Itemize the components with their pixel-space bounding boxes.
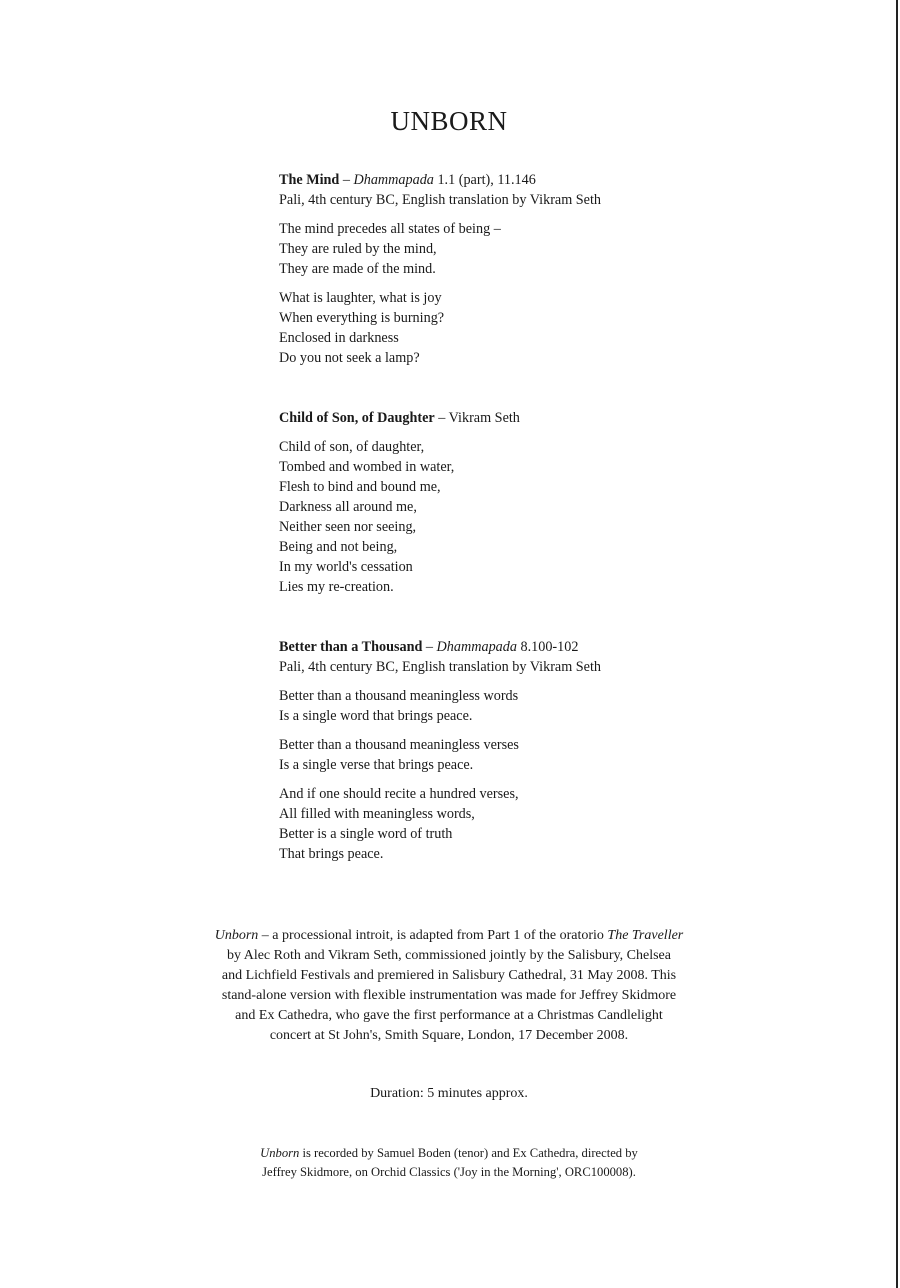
poem-title: Child of Son, of Daughter [279, 410, 435, 426]
poem-child-of-son [279, 408, 719, 597]
stanza [279, 686, 719, 726]
note-line: and Lichfield Festivals and premiered in Salisbury Cathedral, 31 May 2008. This [221, 968, 677, 983]
verse-line: Lies my re-creation. [279, 579, 394, 595]
verse-line: They are ruled by the mind, [279, 241, 437, 257]
poem-title: Better than a Thousand [279, 639, 423, 655]
note-text: – a processional introit, is adapted from Part 1 of the oratorio [258, 928, 608, 943]
verse-line: That brings peace. [279, 846, 384, 862]
oratorio-title: The Traveller [607, 928, 684, 943]
verse-line: Child of son, of daughter, [279, 439, 425, 455]
poem-the-mind [279, 170, 719, 368]
heading-separator: – [434, 410, 449, 426]
poem-author: Vikram Seth [448, 410, 520, 426]
note-line: by Alec Roth and Vikram Seth, commissioned jointly by the Salisbury, Chelsea [226, 948, 671, 963]
verse-line: When everything is burning? [279, 310, 445, 326]
stanza [279, 735, 719, 775]
verse-line: They are made of the mind. [279, 261, 436, 277]
source-reference: 1.1 (part), 11.146 [433, 172, 536, 188]
verse-line: Do you not seek a lamp? [279, 350, 420, 366]
heading-separator: – [339, 172, 354, 188]
stanza [279, 437, 719, 597]
verse-line: All filled with meaningless words, [279, 806, 475, 822]
programme-note [0, 926, 898, 1046]
verse-line: What is laughter, what is joy [279, 290, 442, 306]
note-line: stand-alone version with flexible instrumentation was made for Jeffrey Skidmore [221, 988, 677, 1003]
verse-line: Being and not being, [279, 539, 398, 555]
page-title: UNBORN [390, 106, 508, 136]
recording-line [0, 1144, 898, 1163]
stanza [279, 784, 719, 864]
verse-line: Better than a thousand meaningless verses [279, 737, 519, 753]
note-line: concert at St John's, Smith Square, London, 17 December 2008. [269, 1028, 629, 1043]
duration [0, 1084, 898, 1104]
poem-heading [279, 408, 719, 428]
verse-line: Enclosed in darkness [279, 330, 399, 346]
stanza [279, 219, 719, 279]
verse-line: Better is a single word of truth [279, 826, 453, 842]
verse-line: Flesh to bind and bound me, [279, 479, 441, 495]
poem-title: The Mind [279, 172, 340, 188]
verse-line: Better than a thousand meaningless words [279, 688, 519, 704]
stanza [279, 288, 719, 368]
work-title: Unborn [260, 1146, 300, 1160]
source-title: Dhammapada [353, 172, 434, 188]
verse-line: Neither seen nor seeing, [279, 519, 417, 535]
poem-better-than-a-thousand [279, 637, 719, 864]
recording-line: Jeffrey Skidmore, on Orchid Classics ('Joy in the Morning', ORC100008). [262, 1165, 636, 1179]
verse-line: In my world's cessation [279, 559, 413, 575]
verse-line: Is a single word that brings peace. [279, 708, 473, 724]
verse-line: Darkness all around me, [279, 499, 417, 515]
source-title: Dhammapada [436, 639, 517, 655]
source-reference: 8.100-102 [516, 639, 579, 655]
work-title: Unborn [214, 928, 259, 943]
verse-line: The mind precedes all states of being – [279, 221, 501, 237]
poem-source: Pali, 4th century BC, English translation by Vikram Seth [279, 659, 602, 675]
recording-note [0, 1144, 898, 1182]
duration-text: Duration: 5 minutes approx. [370, 1086, 528, 1101]
recording-text: is recorded by Samuel Boden (tenor) and Ex Cathedra, directed by [299, 1146, 638, 1160]
verse-line: Tombed and wombed in water, [279, 459, 455, 475]
poem-source: Pali, 4th century BC, English translation by Vikram Seth [279, 192, 602, 208]
verse-line: And if one should recite a hundred verses, [279, 786, 519, 802]
poem-heading [279, 637, 719, 657]
heading-separator: – [422, 639, 437, 655]
note-line [0, 926, 898, 946]
poem-heading [279, 170, 719, 190]
verse-line: Is a single verse that brings peace. [279, 757, 474, 773]
note-line: and Ex Cathedra, who gave the first performance at a Christmas Candlelight [235, 1008, 663, 1023]
